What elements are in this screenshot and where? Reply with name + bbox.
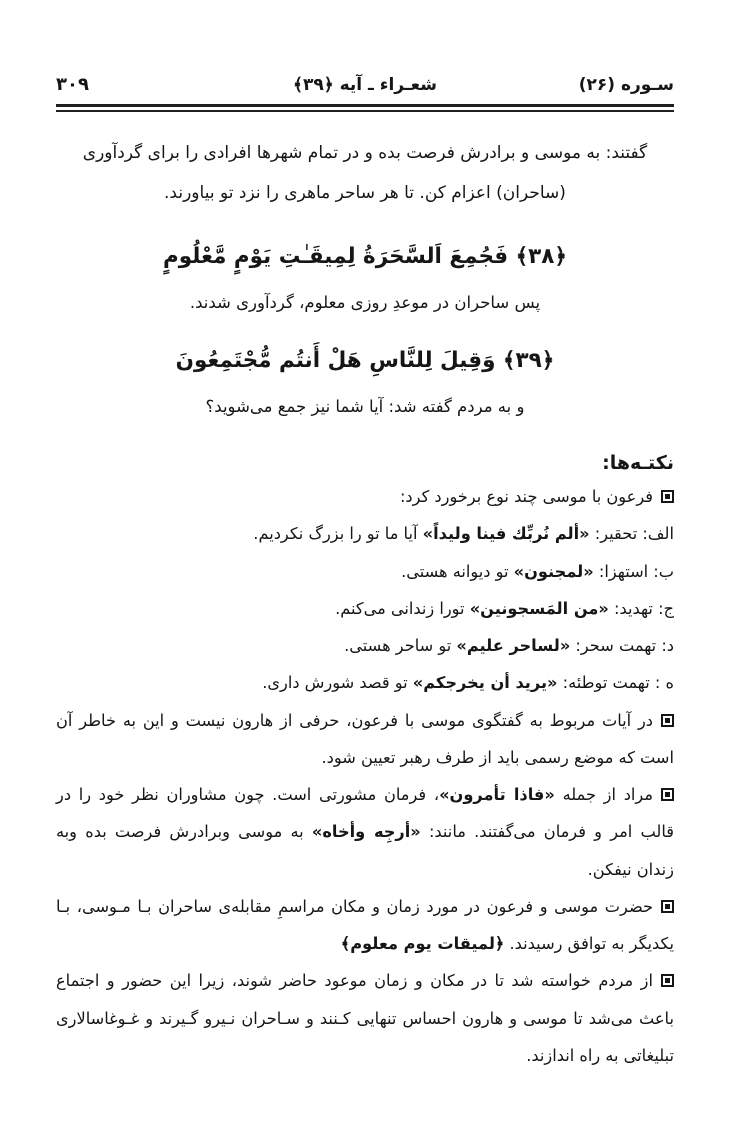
note-text: به موسی وبرادرش فرصت بده وبه زندان نیفکن. — [56, 822, 674, 879]
note-text: مراد از جمله — [554, 785, 653, 805]
note-subitem-be — [56, 553, 674, 590]
note-item — [56, 888, 674, 963]
note-item — [56, 702, 674, 777]
note-item — [56, 962, 674, 1074]
quran-quote: «أرجِه وأخاه» — [311, 822, 421, 842]
note-text: ب: استهزا: — [593, 561, 674, 581]
note-text: آیا ما تو را بزرگ نکردیم. — [253, 524, 423, 544]
quran-quote: «لمجنون» — [513, 561, 594, 581]
verse-39-translation: و به مردم گفته شد: آیا شما نیز جمع می‌شوید؟ — [205, 397, 525, 417]
square-bullet-icon — [661, 974, 674, 987]
note-text: د: تهمت سحر: — [570, 636, 674, 656]
quran-quote: «یرید أن یخرجکم» — [412, 673, 558, 693]
note-text: ج: تهدید: — [608, 598, 674, 618]
square-bullet-icon — [661, 714, 674, 727]
quran-quote: «من المَسجونین» — [469, 598, 609, 618]
note-subitem-alef — [56, 515, 674, 552]
note-text: در آیات مربوط به گفتگوی موسی با فرعون، حرفی از هارون نیست و این به خاطر آن است که موضع رسمی باید از طرف رهبر تعیین شود. — [56, 710, 674, 767]
chapter-verse-label: شعـراء ـ آیه ﴿۳۹﴾ — [292, 75, 437, 95]
note-item — [56, 776, 674, 888]
surah-number-label: سـوره (۲۶) — [578, 75, 674, 95]
note-text: تو ساحر هستی. — [344, 636, 457, 656]
quran-quote: «ألم نُربِّك فینا ولیداً» — [422, 524, 590, 544]
quran-quote: «فاذا تأمرون» — [439, 785, 555, 805]
verse-39-arabic: ﴿۳۹﴾ وَقِيلَ لِلنَّاسِ هَلْ أَنتُم مُّجْتَمِعُونَ — [175, 347, 555, 373]
notes-heading: نکتـه‌ها: — [602, 452, 674, 475]
page-number: ۳۰۹ — [55, 74, 89, 95]
note-text: تو قصد شورش داری. — [262, 673, 413, 693]
note-subitem-dal — [56, 627, 674, 664]
quran-quote: ﴿لمیقات یوم معلوم﴾ — [340, 934, 505, 954]
page-header — [56, 74, 674, 95]
note-text: از مردم خواسته شد تا در مکان و زمان موعود حاضر شوند، زیرا این حضور و اجتماع باعث می‌شد تا موسی و هارون احساس تنهایی کـنند و سـاحران نـیرو گـیرند و غـوغاسالاری تبلیغاتی به راه اندازند. — [56, 971, 674, 1066]
note-text: تورا زندانی می‌کنم. — [335, 598, 470, 618]
square-bullet-icon — [661, 490, 674, 503]
header-divider — [56, 104, 674, 112]
note-text: حضرت موسی و فرعون در مورد زمان و مکان مراسمِ مقابله‌ی ساحران بـا مـوسی، بـا یکدیگر به توافق رسیدند. — [56, 896, 674, 954]
square-bullet-icon — [661, 788, 674, 801]
note-item — [56, 478, 674, 515]
note-text: فرعون با موسی چند نوع برخورد کرد: — [399, 487, 653, 507]
note-text: ، فرمان مشورتی است. چون مشاوران نظر خود را در قالب امر و فرمان می‌گفتند. مانند: — [56, 785, 675, 842]
note-text: تو دیوانه هستی. — [401, 561, 514, 581]
verse-38-arabic: ﴿۳۸﴾ فَجُمِعَ اَلسَّحَرَةُ لِمِيقَـٰتِ يَوْمٍ مَّعْلُومٍ — [162, 243, 568, 269]
previous-verses-translation: گفتند: به موسی و برادرش فرصت بده و در تمام شهرها افرادی را برای گردآوری (ساحران) اعزام کن. تا هر ساحر ماهری را نزد تو بیاورند. — [82, 143, 648, 203]
note-text: الف: تحقیر: — [589, 524, 674, 544]
note-text: ه : تهمت توطئه: — [557, 673, 674, 693]
notes-list — [56, 478, 674, 1074]
verse-38-translation: پس ساحران در موعدِ روزی معلوم، گردآوری شدند. — [189, 293, 541, 313]
quran-quote: «لساحر علیم» — [456, 636, 571, 656]
note-subitem-he — [56, 664, 674, 701]
note-subitem-jim — [56, 590, 674, 627]
square-bullet-icon — [661, 900, 674, 913]
